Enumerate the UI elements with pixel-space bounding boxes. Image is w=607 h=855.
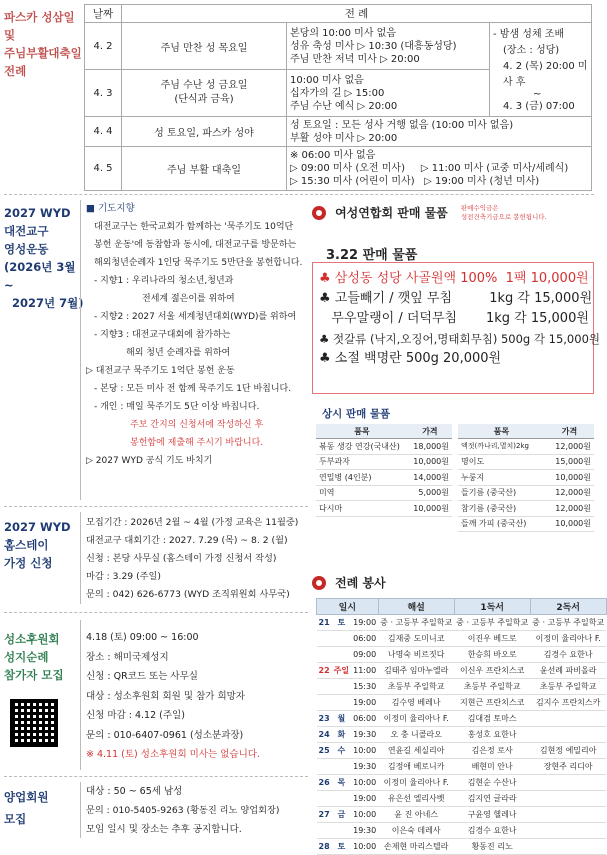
time: 06:00 bbox=[351, 631, 378, 647]
title-line: 홈스테이 bbox=[4, 538, 49, 552]
table-row bbox=[317, 647, 607, 663]
reader-1: 이신우 프란치스코 bbox=[454, 663, 530, 679]
homestay-body bbox=[86, 514, 308, 604]
body-line: 봉헌 운동'에 동참함과 동시에, 대전교구를 방문하는 bbox=[94, 240, 297, 250]
commentator: 이정미 율리아나 F. bbox=[378, 775, 454, 791]
body-line: 봉헌함에 제출해 주시기 바랍니다. bbox=[130, 438, 264, 448]
body-line: 대전교구는 한국교회가 함께하는 '묵주기도 10억단 bbox=[94, 222, 294, 232]
title-line: 양업회원 bbox=[4, 790, 49, 804]
rite-text: 주님 수난 성 금요일 (단식과 금육) bbox=[160, 80, 248, 105]
body-line: 전세계 젊은이를 위하여 bbox=[142, 294, 235, 304]
sales-item: ♣ 젓갈류 (낙지,오징어,명태회무침) 500g 각 15,000원 bbox=[319, 332, 600, 346]
item-name: 누룽지 bbox=[458, 470, 545, 486]
item-name: 볶동 생강 연강(국내산) bbox=[316, 439, 408, 455]
row-date: 4. 3 bbox=[85, 70, 122, 117]
row-date: 4. 5 bbox=[85, 147, 122, 191]
reader-1: 김경수 요한나 bbox=[454, 823, 530, 839]
item-price: 12,000원 bbox=[545, 439, 594, 455]
item-name: 들기름 (중국산) bbox=[458, 485, 545, 501]
reader-2: 김현정 에밀리아 bbox=[530, 743, 606, 759]
day-number: 28 bbox=[317, 839, 332, 855]
commentator: 오 충 니콜라오 bbox=[378, 727, 454, 743]
body-line: ▷ 대전교구 묵주기도 1억단 봉헌 운동 bbox=[86, 366, 235, 376]
reader-1: 한승희 바오로 bbox=[454, 647, 530, 663]
bullet-icon bbox=[312, 576, 326, 590]
body-line: ▷ 2027 WYD 공식 기도 바치기 bbox=[86, 456, 213, 466]
col-header: 2독서 bbox=[530, 599, 606, 615]
desc-line: ※ 06:00 미사 없음 bbox=[290, 150, 376, 161]
commentator: 이정미 율리아나 F. bbox=[378, 711, 454, 727]
item-price: 10,000원 bbox=[408, 501, 452, 517]
col-header: 해설 bbox=[378, 599, 454, 615]
body-line: 대전교구 대회기간 : 2027. 7.29 (목) ~ 8. 2 (월) bbox=[86, 535, 288, 546]
body-line: 대상 : 50 ~ 65세 남성 bbox=[86, 786, 183, 797]
reader-1: 김은정 로사 bbox=[454, 743, 530, 759]
reader-1: 지현근 프란치스코 bbox=[454, 695, 530, 711]
divider bbox=[4, 776, 308, 777]
desc-line: 성 토요일 : 모든 성사 거행 없음 (10:00 미사 없음) bbox=[290, 119, 514, 131]
commentator: 윤 진 아네스 bbox=[378, 807, 454, 823]
serving-heading: 전례 봉사 bbox=[335, 576, 386, 590]
reader-1: 배현미 안나 bbox=[454, 759, 530, 775]
time: 11:00 bbox=[351, 663, 378, 679]
reader-1: 홍성호 요한나 bbox=[454, 727, 530, 743]
desc-line: ▷ 15:30 미사 (어린이 미사) ▷ 19:00 미사 (청년 미사) bbox=[290, 176, 540, 187]
time: 19:30 bbox=[351, 823, 378, 839]
adoration-line: 4. 3 (금) 07:00 bbox=[503, 101, 575, 112]
day-number bbox=[317, 791, 332, 807]
commentator: 김수영 베레나 bbox=[378, 695, 454, 711]
item-price: 10,000원 bbox=[545, 470, 594, 486]
col-header: 품목 bbox=[458, 424, 545, 439]
title-line: 2027 WYD bbox=[4, 206, 71, 220]
desc-line: 주님 수난 예식 ▷ 20:00 bbox=[290, 100, 398, 112]
prayer-heading: ■ 기도지향 bbox=[86, 203, 135, 214]
divider bbox=[4, 506, 308, 507]
reader-1: 황동진 리노 bbox=[454, 839, 530, 855]
time: 09:00 bbox=[351, 647, 378, 663]
title-line: 대전교구 bbox=[4, 224, 49, 238]
title-line: 가정 신청 bbox=[4, 556, 53, 570]
weekday: 토 bbox=[332, 615, 351, 631]
commentator: 김정애 베로니카 bbox=[378, 759, 454, 775]
item-price: 10,000원 bbox=[545, 516, 594, 532]
body-line: 신청 마감 : 4.12 (주일) bbox=[86, 710, 185, 721]
reader-2 bbox=[530, 775, 606, 791]
reader-2: 장현주 리디아 bbox=[530, 759, 606, 775]
body-line: 4.18 (토) 09:00 ~ 16:00 bbox=[86, 632, 199, 643]
body-line: - 지향1 : 우리나라의 청소년,청년과 bbox=[94, 276, 234, 286]
wyd-prayer-title bbox=[4, 204, 84, 312]
sales-subheading: 3.22 판매 물품 bbox=[326, 248, 418, 263]
body-line: 모집기간 : 2026년 2월 ~ 4월 (가정 교육은 11월중) bbox=[86, 517, 299, 528]
sales-note bbox=[461, 204, 547, 222]
sales-header bbox=[312, 202, 594, 226]
qr-code-icon[interactable] bbox=[10, 699, 58, 747]
day-number bbox=[317, 647, 332, 663]
day-number: 22 bbox=[317, 663, 332, 679]
reader-2 bbox=[530, 711, 606, 727]
holy-week-table bbox=[84, 4, 592, 191]
item-price: 12,000원 bbox=[545, 485, 594, 501]
col-header: 가격 bbox=[545, 424, 594, 439]
reader-1: 구윤영 헬레나 bbox=[454, 807, 530, 823]
day-number bbox=[317, 631, 332, 647]
reader-1: 김현순 수산나 bbox=[454, 775, 530, 791]
row-desc bbox=[287, 147, 592, 191]
row-desc bbox=[287, 23, 490, 70]
note-line: 판매수익금은 bbox=[460, 203, 499, 212]
weekday: 월 bbox=[332, 711, 351, 727]
reader-2 bbox=[530, 791, 606, 807]
reader-1: 중 · 고등부 주일학교 bbox=[454, 615, 530, 631]
body-line: 해외 청년 순례자를 위하여 bbox=[126, 348, 231, 358]
row-date: 4. 4 bbox=[85, 117, 122, 147]
item-price: 5,000원 bbox=[408, 485, 452, 501]
body-line: 주보 간지의 신청서에 작성하신 후 bbox=[130, 420, 264, 430]
table-row bbox=[317, 759, 607, 775]
body-line: 문의 : 042) 626-6773 (WYD 조직위원회 사무국) bbox=[86, 589, 290, 600]
body-line: 대상 : 성소후원회 회원 및 참가 희망자 bbox=[86, 690, 245, 702]
weekday bbox=[332, 631, 351, 647]
time: 19:30 bbox=[351, 759, 378, 775]
title-line: 전례 bbox=[4, 64, 27, 78]
weekday bbox=[332, 695, 351, 711]
weekday: 주일 bbox=[332, 663, 351, 679]
sales-heading: 여성연합회 판매 물품 bbox=[335, 206, 448, 220]
body-line: 신청 : 본당 사무실 (홈스테이 가정 신청서 작성) bbox=[86, 553, 277, 564]
time: 19:30 bbox=[351, 727, 378, 743]
commentator: 김재중 도미니코 bbox=[378, 631, 454, 647]
title-line: 참가자 모집 bbox=[4, 668, 64, 682]
day-number: 25 bbox=[317, 743, 332, 759]
body-line: 문의 : 010-5405-9263 (황동진 리노 양업회장) bbox=[86, 805, 280, 816]
body-line: 장소 : 해미국제성지 bbox=[86, 651, 169, 663]
yangeop-title bbox=[4, 786, 84, 830]
header-date: 날짜 bbox=[85, 5, 122, 23]
title-line: 주님부활대축일 bbox=[4, 46, 82, 60]
time: 10:00 bbox=[351, 807, 378, 823]
sales-item: 무우말랭이 / 더덕무침 1kg 각 15,000원 bbox=[319, 311, 589, 326]
desc-line: 십자가의 길 ▷ 15:00 bbox=[290, 87, 385, 99]
commentator: 중 · 고등부 주일학교 bbox=[378, 615, 454, 631]
item-name: 액젓(까나리,멸치)2kg bbox=[458, 439, 545, 455]
adoration-line: - 밤샘 성체 조배 bbox=[493, 29, 565, 40]
time: 10:00 bbox=[351, 775, 378, 791]
table-row bbox=[317, 791, 607, 807]
time: 19:00 bbox=[351, 615, 378, 631]
row-rite bbox=[122, 70, 287, 117]
title-line: 파스카 성삼일 bbox=[4, 10, 75, 24]
yangeop-body bbox=[86, 782, 308, 839]
time: 15:30 bbox=[351, 679, 378, 695]
body-line: 마감 : 3.29 (주일) bbox=[86, 571, 161, 582]
vertical-rule bbox=[80, 782, 81, 838]
item-name: 들깨 가피 (중국산) bbox=[458, 516, 545, 532]
item-name: 다시마 bbox=[316, 501, 408, 517]
reader-2: 윤선례 파비올라 bbox=[530, 663, 606, 679]
day-number: 23 bbox=[317, 711, 332, 727]
holy-week-title bbox=[4, 8, 84, 80]
weekday: 토 bbox=[332, 839, 351, 855]
sales-items-box bbox=[312, 262, 600, 394]
vertical-rule bbox=[80, 200, 81, 500]
wyd-prayer-body bbox=[86, 200, 308, 470]
serving-header bbox=[312, 572, 386, 592]
col-header: 일시 bbox=[317, 599, 379, 615]
pilgrimage-title bbox=[4, 630, 84, 684]
body-line: 해외청년순례자 1인당 묵주기도 5만단을 봉헌합니다. bbox=[94, 258, 303, 268]
weekday bbox=[332, 823, 351, 839]
table-row bbox=[317, 807, 607, 823]
body-line: 모임 일시 및 장소는 추후 공지합니다. bbox=[86, 824, 242, 835]
sales-item: ♣ 소절 백명란 500g 20,000원 bbox=[319, 351, 502, 366]
title-line: 성소후원회 bbox=[4, 632, 60, 646]
day-number: 26 bbox=[317, 775, 332, 791]
weekday bbox=[332, 647, 351, 663]
time: 19:00 bbox=[351, 791, 378, 807]
desc-line: 부활 성야 미사 ▷ 20:00 bbox=[290, 132, 398, 144]
title-line: 2027 WYD bbox=[4, 520, 71, 534]
regular-heading: 상시 판매 물품 bbox=[322, 408, 391, 420]
table-row bbox=[317, 631, 607, 647]
row-rite: 성 토요일, 파스카 성야 bbox=[122, 117, 287, 147]
title-line: 영성운동 bbox=[4, 242, 49, 256]
sales-item: ♣ 삼성동 성당 사골원액 100% 1팩 10,000원 bbox=[319, 271, 589, 286]
time: 19:00 bbox=[351, 695, 378, 711]
pilgrimage-body bbox=[86, 628, 308, 765]
row-desc bbox=[287, 117, 592, 147]
title-line: 성지순례 bbox=[4, 650, 49, 664]
item-name: 참기름 (중국산) bbox=[458, 501, 545, 517]
homestay-title bbox=[4, 518, 84, 572]
regular-table-left bbox=[316, 424, 452, 517]
bullet-icon bbox=[312, 206, 326, 220]
commentator: 유은선 엘리사벳 bbox=[378, 791, 454, 807]
table-row bbox=[317, 727, 607, 743]
commentator: 연윤길 세실리아 bbox=[378, 743, 454, 759]
day-number bbox=[317, 823, 332, 839]
reader-2: 김지수 프란치스카 bbox=[530, 695, 606, 711]
item-price: 12,000원 bbox=[545, 501, 594, 517]
item-name: 두부과자 bbox=[316, 454, 408, 470]
weekday: 화 bbox=[332, 727, 351, 743]
reader-2: 중 · 고등부 주일학교 bbox=[530, 615, 606, 631]
item-price: 15,000원 bbox=[545, 454, 594, 470]
desc-line: 본당의 10:00 미사 없음 bbox=[290, 27, 396, 39]
day-number bbox=[317, 759, 332, 775]
commentator: 초등부 주일학교 bbox=[378, 679, 454, 695]
day-number bbox=[317, 695, 332, 711]
weekday: 금 bbox=[332, 807, 351, 823]
time: 06:00 bbox=[351, 711, 378, 727]
serving-rows bbox=[317, 615, 607, 855]
reader-2 bbox=[530, 839, 606, 855]
reader-1: 김대겸 토마스 bbox=[454, 711, 530, 727]
reader-1: 초등부 주일학교 bbox=[454, 679, 530, 695]
table-row bbox=[317, 743, 607, 759]
vertical-rule bbox=[80, 512, 81, 604]
weekday: 목 bbox=[332, 775, 351, 791]
table-row bbox=[317, 615, 607, 631]
weekday bbox=[332, 791, 351, 807]
title-line: 모집 bbox=[4, 812, 27, 826]
serving-table bbox=[316, 598, 607, 855]
body-line: - 개인 : 매일 묵주기도 5단 이상 바칩니다. bbox=[94, 402, 260, 412]
table-row bbox=[317, 711, 607, 727]
body-line: 문의 : 010-6407-0961 (성소분과장) bbox=[86, 729, 244, 741]
desc-line: ▷ 09:00 미사 (오전 미사) ▷ 11:00 미사 (교중 미사/세례식) bbox=[290, 163, 569, 174]
day-number: 24 bbox=[317, 727, 332, 743]
commentator: 나명숙 비르짓다 bbox=[378, 647, 454, 663]
day-number: 27 bbox=[317, 807, 332, 823]
row-date: 4. 2 bbox=[85, 23, 122, 70]
weekday: 수 bbox=[332, 743, 351, 759]
commentator: 손제현 마리스텔라 bbox=[378, 839, 454, 855]
desc-line: 성유 축성 미사 ▷ 10:30 (대흥동성당) bbox=[290, 40, 457, 52]
row-desc bbox=[287, 70, 490, 117]
adoration-line: ~ bbox=[533, 89, 542, 100]
row-rite: 주님 부활 대축일 bbox=[122, 147, 287, 191]
title-line: (2026년 3월 ~ bbox=[4, 260, 76, 292]
body-line: - 지향3 : 대전교구대회에 참가하는 bbox=[94, 330, 231, 340]
header-rite: 전 례 bbox=[122, 5, 592, 23]
body-line: ※ 4.11 (토) 성소후원회 미사는 없습니다. bbox=[86, 749, 260, 760]
day-number: 21 bbox=[317, 615, 332, 631]
adoration-line: 4. 2 (목) 20:00 미사 후 bbox=[503, 61, 588, 88]
reader-2 bbox=[530, 727, 606, 743]
night-adoration bbox=[490, 23, 592, 117]
desc-line: 10:00 미사 없음 bbox=[290, 74, 364, 86]
divider bbox=[4, 194, 594, 195]
col-header: 가격 bbox=[408, 424, 452, 439]
vertical-rule bbox=[80, 620, 81, 770]
reader-1: 이진우 베드로 bbox=[454, 631, 530, 647]
divider bbox=[4, 612, 308, 613]
title-line: 및 bbox=[4, 28, 16, 42]
col-header: 1독서 bbox=[454, 599, 530, 615]
reader-2: 김경수 요한나 bbox=[530, 647, 606, 663]
item-price: 10,000원 bbox=[408, 454, 452, 470]
row-rite: 주님 만찬 성 목요일 bbox=[122, 23, 287, 70]
table-row bbox=[317, 663, 607, 679]
time: 10:00 bbox=[351, 839, 378, 855]
table-row bbox=[317, 775, 607, 791]
commentator: 이은숙 데레사 bbox=[378, 823, 454, 839]
item-name: 연밀병 (4인분) bbox=[316, 470, 408, 486]
reader-1: 김지연 글라라 bbox=[454, 791, 530, 807]
commentator: 김태주 임마누엘라 bbox=[378, 663, 454, 679]
regular-table-right bbox=[458, 424, 594, 532]
reader-2: 이정미 율리아나 F. bbox=[530, 631, 606, 647]
reader-2 bbox=[530, 807, 606, 823]
reader-2: 초등부 주일학교 bbox=[530, 679, 606, 695]
desc-line: 주님 만찬 저녁 미사 ▷ 20:00 bbox=[290, 53, 420, 65]
item-name: 미역 bbox=[316, 485, 408, 501]
body-line: - 본당 : 모든 미사 전 함께 묵주기도 1단 바칩니다. bbox=[94, 384, 292, 394]
time: 10:00 bbox=[351, 743, 378, 759]
item-price: 14,000원 bbox=[408, 470, 452, 486]
day-number bbox=[317, 679, 332, 695]
table-row bbox=[317, 679, 607, 695]
weekday bbox=[332, 759, 351, 775]
title-line: 2027년 7월) bbox=[12, 296, 84, 310]
weekday bbox=[332, 679, 351, 695]
body-line: 신청 : QR코드 또는 사무실 bbox=[86, 671, 198, 682]
sales-item: ♣ 고들빼기 / 깻잎 무침 1kg 각 15,000원 bbox=[319, 291, 593, 306]
reader-2 bbox=[530, 823, 606, 839]
col-header: 품목 bbox=[316, 424, 408, 439]
item-price: 18,000원 bbox=[408, 439, 452, 455]
table-row bbox=[317, 839, 607, 855]
item-name: 명이도 bbox=[458, 454, 545, 470]
table-row bbox=[317, 823, 607, 839]
table-row bbox=[317, 695, 607, 711]
body-line: - 지향2 : 2027 서울 세계청년대회(WYD)를 위하여 bbox=[94, 312, 297, 322]
note-line: 성전건축기금으로 봉헌됩니다. bbox=[460, 212, 547, 221]
adoration-line: (장소 : 성당) bbox=[503, 45, 560, 56]
